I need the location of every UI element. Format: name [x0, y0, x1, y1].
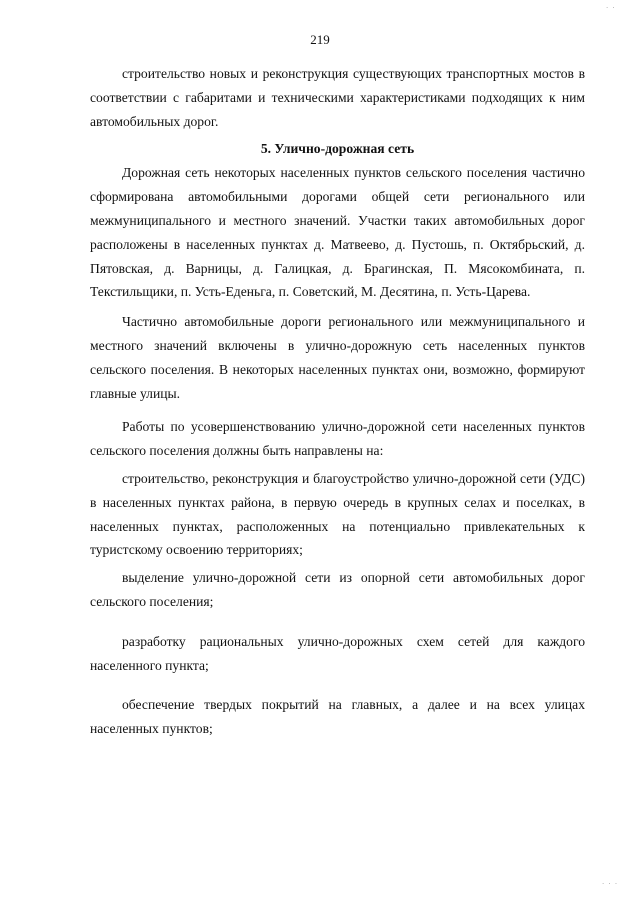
scan-artifact: . . [606, 2, 616, 10]
page-number: 219 [310, 32, 330, 47]
document-body [90, 62, 585, 741]
paragraph-hard-surfaces: обеспечение твердых покрытий на главных, а далее и на всех улицах населенных пунктов; [90, 697, 585, 737]
scan-artifact: . . . [602, 878, 619, 886]
section-heading: 5. Улично-дорожная сеть [260, 141, 415, 157]
paragraph-regional-roads: Частично автомобильные дороги регионального или межмуниципального и местного значений включены в улично-дорожную сеть населенных пунктов сельского поселения. В некоторых населенных пунктах они, возможно, формируют главные улицы. [90, 314, 585, 401]
paragraph-construction: строительство, реконструкция и благоустройство улично-дорожной сети (УДС) в населенных пунктах района, в первую очередь в крупных селах и поселках, в населенных пунктах, расположенных на потенциально привлекательных к туристскому освоению территориях; [90, 470, 585, 558]
paragraph-intro: строительство новых и реконструкция существующих транспортных мостов в соответствии с габаритами и техническими характеристиками подходящих к ним автомобильных дорог. [90, 66, 585, 129]
paragraph-improvement-works: Работы по усовершенствованию улично-дорожной сети населенных пунктов сельского поселения должны быть направлены на: [90, 419, 585, 459]
paragraph-road-network: Дорожная сеть некоторых населенных пунктов сельского поселения частично сформирована автомобильными дорогами общей сети регионального или межмуниципального и местного значений. Участки таких автомобильных дорог расположены в населенных пунктах д. Матвеево, д. Пустошь, п. Октябрьский, д. Пятовская, д. Варницы, д. Галицкая, д. Брагинская, П. Мясокомбината, п. Текстильщики, п. Усть-Еденьга, п. Советский, М. Десятина, п. Усть-Царева. [90, 165, 585, 300]
paragraph-schemes: разработку рациональных улично-дорожных схем сетей для каждого населенного пункта; [90, 633, 585, 673]
paragraph-allocation: выделение улично-дорожной сети из опорной сети автомобильных дорог сельского поселения; [90, 570, 585, 609]
